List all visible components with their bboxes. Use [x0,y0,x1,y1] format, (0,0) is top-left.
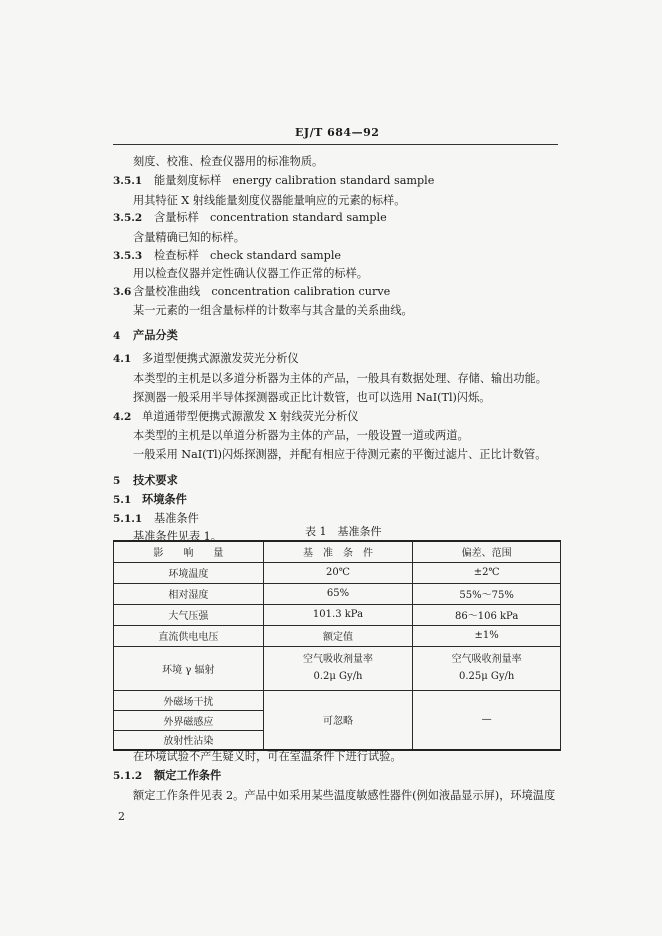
section-heading: 单道通带型便携式源激发 X 射线荧光分析仪 [142,410,359,423]
text-line: 刻度、校准、检查仪器用的标准物质。 [133,155,324,168]
table-cell: 外磁场干扰 [114,690,264,710]
section-heading: 基准条件 [154,512,199,525]
table-row [114,583,561,604]
table-row [114,646,561,690]
section-heading: 能量刻度标样 energy calibration standard sample [154,174,435,187]
table-caption: 表 1 基准条件 [305,525,382,538]
table-row [114,604,561,625]
table-cell: 86～106 kPa [413,604,561,625]
section-number: 4.2 [113,411,132,423]
table-cell: 环境 γ 辐射 [114,646,264,690]
table-header-cell: 偏差、范围 [413,541,561,562]
text-line: 含量精确已知的标样。 [133,231,245,244]
section-number: 5.1.1 [113,513,143,525]
section-number: 3.5.3 [113,250,143,262]
table-cell: 外界磁感应 [114,710,264,730]
conditions-table [113,540,561,751]
section-number: 3.6 [113,286,132,298]
section-number: 5.1.2 [113,770,143,782]
cell-line: 空气吸收剂量率 [302,654,373,665]
cell-line: 空气吸收剂量率 [451,654,522,665]
text-line: 本类型的主机是以单道分析器为主体的产品，一般设置一道或两道。 [133,429,469,442]
text-line: 基准条件见表 1。 [133,530,222,543]
table-cell: 55%～75% [413,583,561,604]
text-line: 某一元素的一组含量标样的计数率与其含量的关系曲线。 [133,304,413,317]
table-cell: 额定值 [263,625,413,646]
table-cell: 大气压强 [114,604,264,625]
section-number: 4 [113,330,121,342]
table-cell: 直流供电电压 [114,625,264,646]
section-number: 3.5.1 [113,175,143,187]
table-header-row [114,541,561,562]
section-heading: 检查标样 check standard sample [154,249,342,262]
header-rule [113,144,558,145]
section-heading: 额定工作条件 [154,768,222,782]
table-row [114,625,561,646]
section-heading: 技术要求 [133,473,178,487]
table-row [114,562,561,583]
section-heading: 环境条件 [142,492,187,506]
table-cell: 可忽略 [263,690,413,750]
section-number: 4.1 [113,353,132,365]
section-number: 5 [113,475,121,487]
table-cell: 相对湿度 [114,583,264,604]
page-number: 2 [118,810,125,823]
text-line: 在环境试验不产生疑义时，可在室温条件下进行试验。 [133,750,402,763]
table-cell [413,646,561,690]
table-cell: ±2℃ [413,562,561,583]
text-line: 一般采用 NaI(Tl)闪烁探测器，并配有相应于待测元素的平衡过滤片、正比计数管。 [133,448,547,461]
table-cell: 20℃ [263,562,413,583]
section-heading: 含量标样 concentration standard sample [154,211,387,224]
table-header-cell: 基 准 条 件 [263,541,413,562]
section-heading: 含量校准曲线 concentration calibration curve [133,285,391,298]
table-cell: ±1% [413,625,561,646]
text-line: 额定工作条件见表 2。产品中如采用某些温度敏感性器件(例如液晶显示屏)，环境温度 [133,789,556,802]
section-number: 5.1 [113,494,132,506]
table-cell [263,646,413,690]
table-row [114,690,561,710]
standard-code-header: EJ/T 684—92 [295,126,380,139]
cell-line: 0.2μ Gy/h [313,671,363,682]
section-heading: 多道型便携式源激发荧光分析仪 [142,352,299,365]
cell-line: 0.25μ Gy/h [458,671,515,682]
table-cell: 环境温度 [114,562,264,583]
text-line: 用以检查仪器并定性确认仪器工作正常的标样。 [133,267,368,280]
section-number: 3.5.2 [113,212,143,224]
table-cell: 65% [263,583,413,604]
text-line: 用其特征 X 射线能量刻度仪器能量响应的元素的标样。 [133,194,406,207]
text-line: 探测器一般采用半导体探测器或正比计数管，也可以选用 NaI(Tl)闪烁。 [133,391,491,404]
table-cell: — [413,690,561,750]
text-line: 本类型的主机是以多道分析器为主体的产品，一般具有数据处理、存储、输出功能。 [133,372,547,385]
table-header-cell: 影 响 量 [114,541,264,562]
section-heading: 产品分类 [133,328,178,342]
table-cell: 101.3 kPa [263,604,413,625]
table-cell: 放射性沾染 [114,730,264,750]
